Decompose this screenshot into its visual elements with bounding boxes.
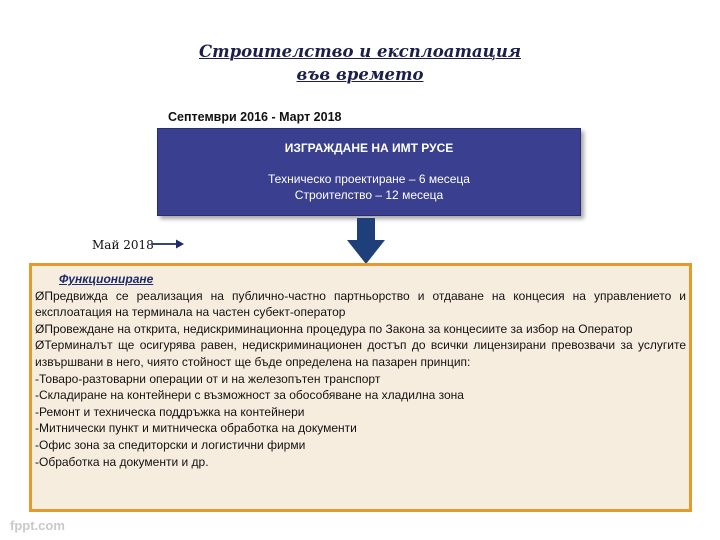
period-label: Септември 2016 - Март 2018 — [168, 110, 342, 124]
title-line-1: Строителство и експлоатация — [198, 42, 521, 61]
down-arrow-icon — [347, 218, 385, 264]
functioning-box — [29, 263, 692, 512]
title-line-2: във времето — [296, 65, 424, 84]
service-item: -Ремонт и техническа поддръжка на контейнери — [35, 404, 305, 419]
service-item: -Митнически пункт и митническа обработка на документи — [35, 421, 357, 436]
service-item: -Складиране на контейнери с възможност за обособяване на хладилна зона — [35, 388, 464, 403]
service-item: -Обработка на документи и др. — [35, 454, 209, 469]
construction-heading: ИЗГРАЖДАНЕ НА ИМТ РУСЕ — [284, 141, 454, 155]
service-item: -Товаро-разтоварни операции от и на железопътен транспорт — [35, 371, 381, 386]
paragraph-3: ØТерминалът ще осигурява равен, недискриминационен достъп до всички лицензирани превозвачи за услугите извършвани в него, чиято стойност ще бъде определена на пазарен принцип: — [35, 338, 686, 369]
slide-title — [0, 40, 720, 86]
functioning-heading: Функциониране — [59, 272, 154, 286]
paragraph-2: ØПровеждане на открита, недискриминационна процедура по Закона за концесиите за избор на Оператор — [35, 321, 633, 336]
watermark: fppt.com — [10, 518, 65, 533]
may-date-label: Май 2018 — [92, 238, 154, 252]
construction-box — [157, 128, 581, 216]
construction-duration: Строителство – 12 месеца — [294, 188, 444, 202]
design-duration: Техническо проектиране – 6 месеца — [268, 172, 470, 186]
paragraph-1: ØПредвижда се реализация на публично-частно партньорство и отдаване на концесия на управлението и експлоатация на терминала на частен субект-оператор — [35, 288, 686, 320]
right-arrow-icon — [152, 238, 184, 250]
service-item: -Офис зона за спедиторски и логистични фирми — [35, 437, 306, 452]
